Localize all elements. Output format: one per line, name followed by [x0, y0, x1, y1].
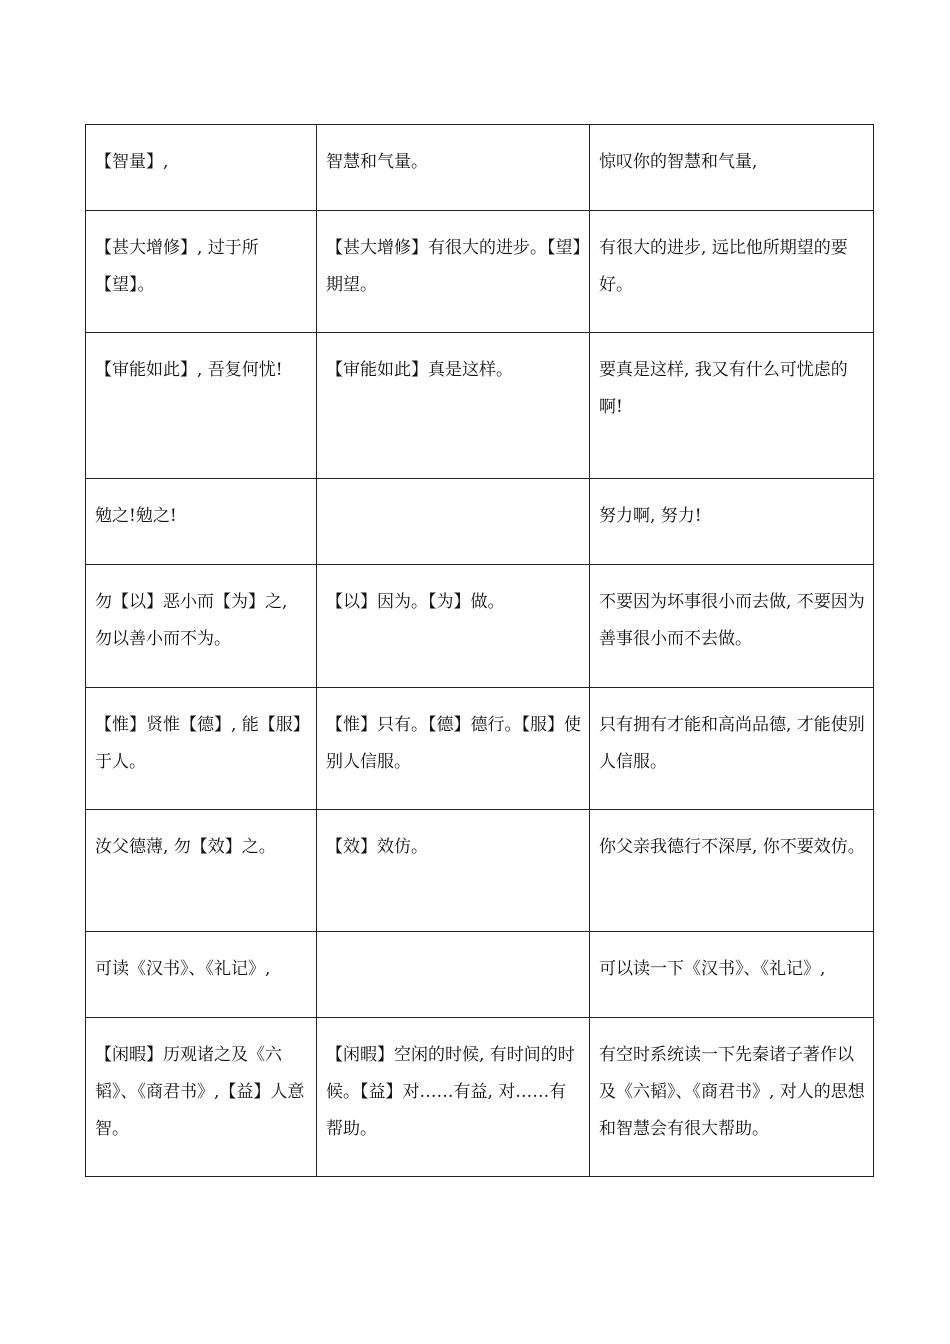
table-row [86, 333, 874, 479]
translation-cell: 有空时系统读一下先秦诸子著作以及《六韬》、《商君书》, 对人的思想和智慧会有很大帮助。 [590, 1018, 874, 1177]
notes-cell: 【效】效仿。 [317, 810, 590, 932]
translation-cell: 惊叹你的智慧和气量, [590, 125, 874, 211]
table-row [86, 1018, 874, 1177]
notes-cell: 【惟】只有。【德】德行。【服】使别人信服。 [317, 688, 590, 810]
table-row [86, 125, 874, 211]
notes-cell [317, 932, 590, 1018]
notes-cell: 【以】因为。【为】做。 [317, 565, 590, 688]
original-text-cell: 勉之!勉之! [86, 479, 317, 565]
original-text-cell: 【闲暇】历观诸之及《六韬》、《商君书》,【益】人意智。 [86, 1018, 317, 1177]
table-row [86, 479, 874, 565]
notes-cell: 【审能如此】真是这样。 [317, 333, 590, 479]
table-row [86, 932, 874, 1018]
table-row [86, 688, 874, 810]
table-row [86, 565, 874, 688]
translation-cell: 可以读一下《汉书》、《礼记》, [590, 932, 874, 1018]
translation-cell: 要真是这样, 我又有什么可忧虑的啊! [590, 333, 874, 479]
original-text-cell: 【甚大增修】, 过于所【望】。 [86, 211, 317, 333]
original-text-cell: 【智量】, [86, 125, 317, 211]
table-row [86, 810, 874, 932]
original-text-cell: 【审能如此】, 吾复何忧! [86, 333, 317, 479]
notes-cell: 【闲暇】空闲的时候, 有时间的时候。【益】对……有益, 对……有帮助。 [317, 1018, 590, 1177]
original-text-cell: 可读《汉书》、《礼记》, [86, 932, 317, 1018]
notes-cell [317, 479, 590, 565]
table-row [86, 211, 874, 333]
notes-cell: 【甚大增修】有很大的进步。【望】期望。 [317, 211, 590, 333]
translation-cell: 努力啊, 努力! [590, 479, 874, 565]
notes-cell: 智慧和气量。 [317, 125, 590, 211]
translation-cell: 只有拥有才能和高尚品德, 才能使别人信服。 [590, 688, 874, 810]
original-text-cell: 【惟】贤惟【德】, 能【服】于人。 [86, 688, 317, 810]
translation-cell: 你父亲我德行不深厚, 你不要效仿。 [590, 810, 874, 932]
original-text-cell: 汝父德薄, 勿【效】之。 [86, 810, 317, 932]
translation-cell: 有很大的进步, 远比他所期望的要好。 [590, 211, 874, 333]
original-text-cell: 勿【以】恶小而【为】之, 勿以善小而不为。 [86, 565, 317, 688]
translation-cell: 不要因为坏事很小而去做, 不要因为善事很小而不去做。 [590, 565, 874, 688]
annotation-table [85, 124, 874, 1177]
